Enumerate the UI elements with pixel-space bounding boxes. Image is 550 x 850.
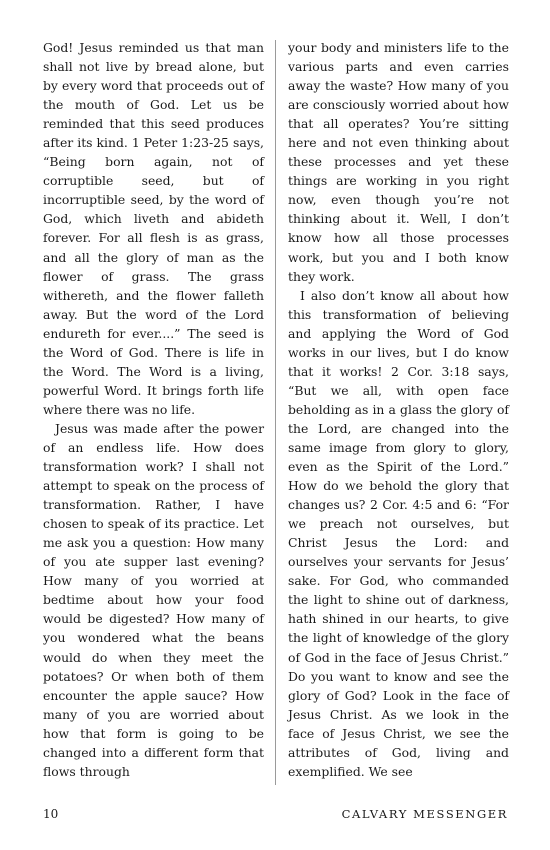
right-paragraph-2: I also don’t know all about how this transformation of believing and applying the Word of God works in our lives, but I do know that it works! 2 Cor. 3:18 says, “But we all, with open face beholding as in a glass the glory of the Lord, are changed into the same image from glory to glory, even as the Spirit of the Lord.” How do we behold the glory that changes us? 2 Cor. 4:5 and 6: “For we preach not ourselves, but Christ Jesus the Lord: and ourselves your servants for Jesus’ sake. For God, who commanded the light to shine out of darkness, hath shined in our hearts, to give the light of knowledge of the glory of God in the face of Jesus Christ.” Do you want to know and see the glory of God? Look in the face of Jesus Christ. As we look in the face of Jesus Christ, we see the attributes of God, living and exemplified. We see [288,287,509,779]
running-title: CALVARY MESSENGER [341,807,508,821]
left-paragraph-2: Jesus was made after the power of an endless life. How does transformation work? I shall not attempt to speak on the process of transformation. Rather, I have chosen to speak of its practice. Let me ask you a question: How many of you ate supper last evening? How many of you worried at bedtime about how your food would be digested? How many of you wondered what the beans would do when they meet the potatoes? Or when both of them encounter the apple sauce? How many of you are worried about how that form is going to be changed into a different form that flows through [43,420,264,779]
right-text-column [288,38,509,781]
left-text-column [43,38,264,781]
page-number: 10 [43,807,59,821]
column-divider [275,40,276,785]
left-paragraph-1: God! Jesus reminded us that man shall not live by bread alone, but by every word that proceeds out of the mouth of God. Let us be reminded that this seed produces after its kind. 1 Peter 1:23-25 says, “Being born again, not of corruptible seed, but of incorruptible seed, by the word of God, which liveth and abideth forever. For all flesh is as grass, and all the glory of man as the flower of grass. The grass withereth, and the flower falleth away. But the word of the Lord endureth for ever....” The seed is the Word of God. There is life in the Word. The Word is a living, powerful Word. It brings forth life where there was no life. [43,40,264,417]
right-paragraph-1: your body and ministers life to the various parts and even carries away the waste? How many of you are consciously worried about how that all operates? You’re sitting here and not even thinking about these processes and yet these things are working in you right now, even though you’re not thinking about it. Well, I don’t know how all those processes work, but you and I both know they work. [288,40,509,284]
